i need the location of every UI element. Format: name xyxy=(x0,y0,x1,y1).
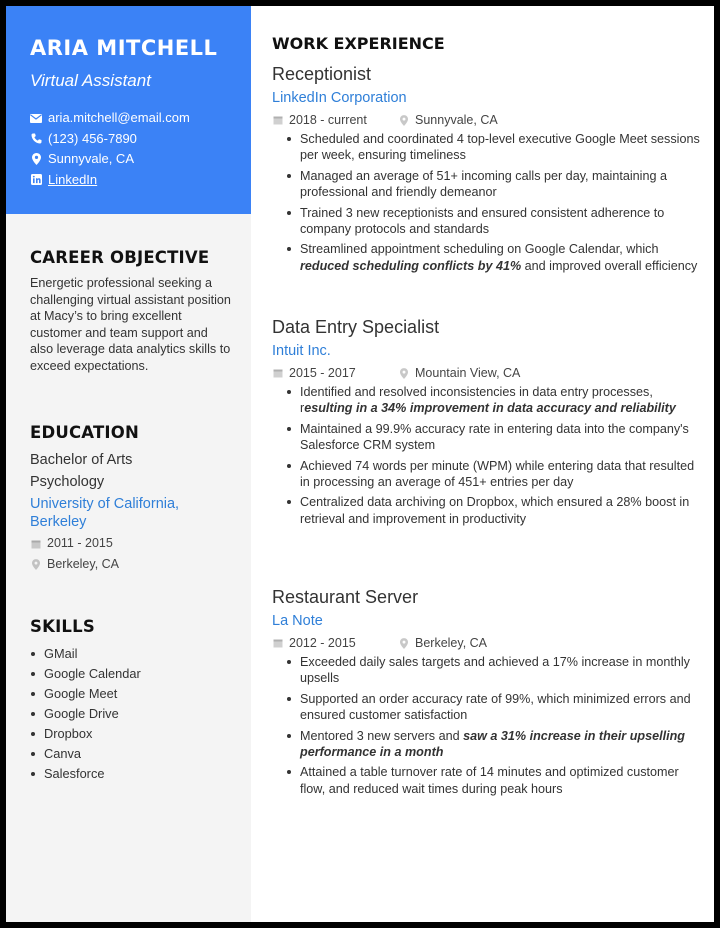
job-title: Restaurant Server xyxy=(272,587,419,607)
skill-item: GMail xyxy=(30,644,233,664)
job-bullet: Attained a table turnover rate of 14 minutes and optimized customer flow, and reduced wait times during peak hours xyxy=(272,764,702,797)
skill-item: Google Drive xyxy=(30,704,233,724)
education-field: Psychology xyxy=(30,474,105,490)
job-bullets xyxy=(272,384,702,527)
job-location: Berkeley, CA xyxy=(415,636,488,650)
location-text: Sunnyvale, CA xyxy=(48,151,134,166)
contact-linkedin[interactable] xyxy=(30,170,233,191)
objective-text: Energetic professional seeking a challenging virtual assistant position at Macy’s to bring excellent customer and team support and also leverage data analytics skills to exceed expectations. xyxy=(30,276,231,373)
job-bullet: Streamlined appointment scheduling on Google Calendar, which reduced scheduling conflicts by 41% and improved overall efficiency xyxy=(272,241,702,274)
contact-phone[interactable] xyxy=(30,129,233,150)
job-company: La Note xyxy=(272,613,323,629)
linkedin-link[interactable]: LinkedIn xyxy=(48,171,98,187)
job-location: Mountain View, CA xyxy=(415,366,521,380)
job-bullet: Managed an average of 51+ incoming calls per day, maintaining a professional and friendly demeanor xyxy=(272,168,702,201)
contact-location xyxy=(30,149,233,170)
objective-section xyxy=(6,248,251,374)
header-block xyxy=(6,6,251,214)
linkedin-icon xyxy=(30,174,42,185)
job-title: Data Entry Specialist xyxy=(272,317,440,337)
education-title: EDUCATION xyxy=(30,423,139,442)
calendar-icon xyxy=(272,115,283,125)
education-dates-text: 2011 - 2015 xyxy=(47,536,113,550)
job-dates: 2012 - 2015 xyxy=(289,636,356,650)
sidebar xyxy=(6,6,251,922)
email-text: aria.mitchell@email.com xyxy=(48,110,190,125)
job-bullets xyxy=(272,131,702,274)
skill-item: Google Meet xyxy=(30,684,233,704)
skills-section xyxy=(6,617,251,784)
calendar-icon xyxy=(272,368,283,378)
job-entry xyxy=(272,586,702,801)
education-degree: Bachelor of Arts xyxy=(30,452,133,468)
skill-item: Salesforce xyxy=(30,764,233,784)
job-company: Intuit Inc. xyxy=(272,343,331,359)
job-meta xyxy=(272,112,702,128)
education-section xyxy=(6,423,251,575)
calendar-icon xyxy=(272,638,283,648)
job-bullet: Scheduled and coordinated 4 top-level executive Google Meet sessions per week, ensuring timeliness xyxy=(272,131,702,164)
job-company: LinkedIn Corporation xyxy=(272,90,407,106)
education-school: University of California, Berkeley xyxy=(30,496,180,530)
calendar-icon xyxy=(30,539,41,549)
job-bullet: Mentored 3 new servers and saw a 31% increase in their upselling performance in a month xyxy=(272,728,702,761)
job-bullets xyxy=(272,654,702,797)
job-entry xyxy=(272,316,702,531)
skill-item: Google Calendar xyxy=(30,664,233,684)
job-bullet: Supported an order accuracy rate of 99%, which minimized errors and ensured customer satisfaction xyxy=(272,691,702,724)
job-dates: 2018 - current xyxy=(289,113,367,127)
map-pin-icon xyxy=(398,638,409,649)
education-dates xyxy=(30,533,233,554)
skill-item: Canva xyxy=(30,744,233,764)
envelope-icon xyxy=(30,114,42,123)
job-bullet: Exceeded daily sales targets and achieved a 17% increase in monthly upsells xyxy=(272,654,702,687)
job-meta xyxy=(272,635,702,651)
job-dates: 2015 - 2017 xyxy=(289,366,356,380)
contact-email[interactable] xyxy=(30,108,233,129)
candidate-role: Virtual Assistant xyxy=(30,71,151,90)
skill-item: Dropbox xyxy=(30,724,233,744)
map-pin-icon xyxy=(30,153,42,165)
job-title: Receptionist xyxy=(272,64,372,84)
education-location xyxy=(30,554,233,575)
resume-page xyxy=(6,6,714,922)
phone-icon xyxy=(30,133,42,144)
job-bullet: Achieved 74 words per minute (WPM) while entering data that resulted in processing an average of 451+ entries per day xyxy=(272,458,702,491)
map-pin-icon xyxy=(398,368,409,379)
job-entry xyxy=(272,63,702,278)
job-bullet: Trained 3 new receptionists and ensured consistent adherence to company protocols and standards xyxy=(272,205,702,238)
candidate-name: ARIA MITCHELL xyxy=(30,36,218,60)
skills-list xyxy=(30,644,233,784)
objective-title: CAREER OBJECTIVE xyxy=(30,248,210,267)
job-location: Sunnyvale, CA xyxy=(415,113,498,127)
education-location-text: Berkeley, CA xyxy=(47,557,120,571)
skills-title: SKILLS xyxy=(30,617,95,636)
job-bullet: Centralized data archiving on Dropbox, which ensured a 28% boost in retrieval and improvement in productivity xyxy=(272,494,702,527)
contact-list xyxy=(30,108,233,190)
phone-text: (123) 456-7890 xyxy=(48,130,137,146)
map-pin-icon xyxy=(30,559,41,570)
job-bullet: Identified and resolved inconsistencies in data entry processes, resulting in a 34% improvement in data accuracy and reliability xyxy=(272,384,702,417)
experience-title: WORK EXPERIENCE xyxy=(272,34,445,53)
job-meta xyxy=(272,365,702,381)
map-pin-icon xyxy=(398,115,409,126)
job-bullet: Maintained a 99.9% accuracy rate in entering data into the company's Salesforce CRM system xyxy=(272,421,702,454)
